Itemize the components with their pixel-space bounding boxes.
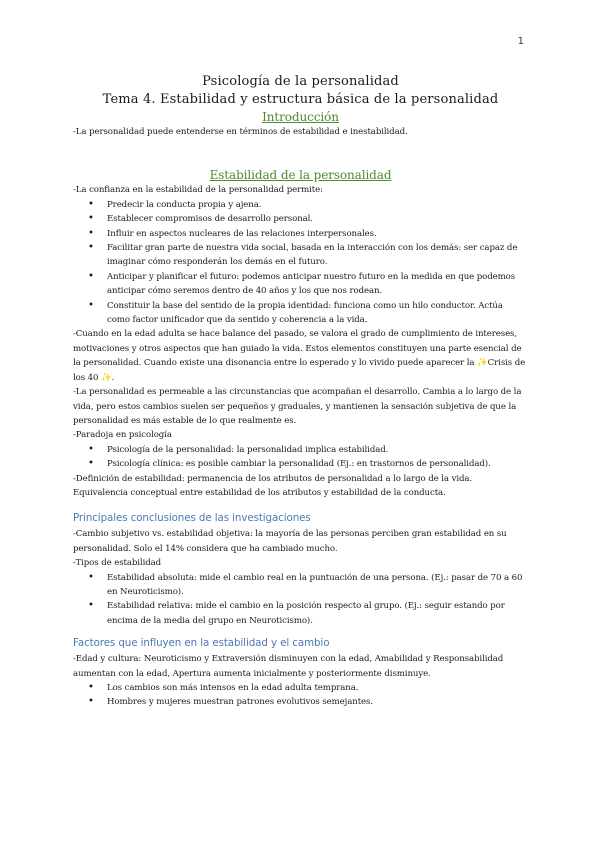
document-content xyxy=(73,72,528,710)
list-item: • Hombres y mujeres muestran patrones evolutivos semejantes. xyxy=(73,695,528,709)
list-item: • Estabilidad relativa: mide el cambio en la posición respecto al grupo. (Ej.: seguir estando por encima de la media del grupo en Neuroticismo). xyxy=(73,599,528,628)
document-title: Psicología de la personalidad xyxy=(202,74,399,89)
list-item: • Influir en aspectos nucleares de las relaciones interpersonales. xyxy=(73,227,528,241)
page-number: 1 xyxy=(517,36,524,47)
list-item: • Facilitar gran parte de nuestra vida social, basada en la interacción con los demás: ser capaz de imaginar cómo responderán los demás en el futuro. xyxy=(73,241,528,270)
paradox-list xyxy=(73,443,528,472)
document-subtitle: Tema 4. Estabilidad y estructura básica de la personalidad xyxy=(102,92,499,107)
age-culture-text: -Edad y cultura: Neuroticismo y Extraversión disminuyen con la edad, Amabilidad y Responsabilidad aumentan con la edad, Apertura aumenta inicialmente y posteriormente disminuye. xyxy=(73,654,504,679)
factors-heading: Factores que influyen en la estabilidad y el cambio xyxy=(73,637,330,650)
stability-lead: -La confianza en la estabilidad de la personalidad permite: xyxy=(73,185,323,196)
list-item: • Estabilidad absoluta: mide el cambio real en la puntuación de una persona. (Ej.: pasar de 70 a 60 en Neuroticismo). xyxy=(73,571,528,600)
list-item: • Constituir la base del sentido de la propia identidad: funciona como un hilo conductor. Actúa como factor unificador que da sentido y coherencia a la vida. xyxy=(73,299,528,328)
stability-benefits-list xyxy=(73,198,528,328)
permeability-paragraph: -La personalidad es permeable a las circunstancias que acompañan el desarrollo. Cambia a lo largo de la vida, pero estos cambios suelen ser pequeños y graduales, y mantienen la sensación subjetiva de que la personalidad es más estable de lo que realmente es. xyxy=(73,387,522,426)
list-item: • Los cambios son más intensos en la edad adulta temprana. xyxy=(73,681,528,695)
stability-types-list xyxy=(73,571,528,629)
conclusions-heading: Principales conclusiones de las investigaciones xyxy=(73,512,311,525)
list-item: • Anticipar y planificar el futuro: podemos anticipar nuestro futuro en la medida en que podemos anticipar cómo seremos dentro de 40 años y los que nos rodean. xyxy=(73,270,528,299)
stability-heading: Estabilidad de la personalidad xyxy=(209,168,392,183)
introduction-heading: Introducción xyxy=(262,110,339,124)
factors-list xyxy=(73,681,528,710)
stability-types-label: -Tipos de estabilidad xyxy=(73,558,162,569)
list-item: • Psicología clínica: es posible cambiar la personalidad (Ej.: en trastornos de personalidad). xyxy=(73,457,528,471)
paradox-label: -Paradoja en psicología xyxy=(73,430,172,441)
adult-balance-paragraph: -Cuando en la edad adulta se hace balance del pasado, se valora el grado de cumplimiento de intereses, motivaciones y otros aspectos que han guiado la vida. Estos elementos constituyen una parte esencial de la personalidad. Cuando existe una disonancia entre lo esperado y lo vivido puede aparecer la ✨Crisis de los 40 ✨. xyxy=(73,329,526,383)
introduction-text: -La personalidad puede entenderse en términos de estabilidad e inestabilidad. xyxy=(73,127,408,137)
list-item: • Predecir la conducta propia y ajena. xyxy=(73,198,528,212)
subjective-change-text: -Cambio subjetivo vs. estabilidad objetiva: la mayoría de las personas perciben gran estabilidad en su personalidad. Solo el 14% considera que ha cambiado mucho. xyxy=(73,529,507,554)
list-item: • Establecer compromisos de desarrollo personal. xyxy=(73,212,528,226)
list-item: • Psicología de la personalidad: la personalidad implica estabilidad. xyxy=(73,443,528,457)
stability-definition: -Definición de estabilidad: permanencia de los atributos de personalidad a lo largo de la vida. Equivalencia conceptual entre estabilidad de los atributos y estabilidad de la conducta. xyxy=(73,473,473,498)
